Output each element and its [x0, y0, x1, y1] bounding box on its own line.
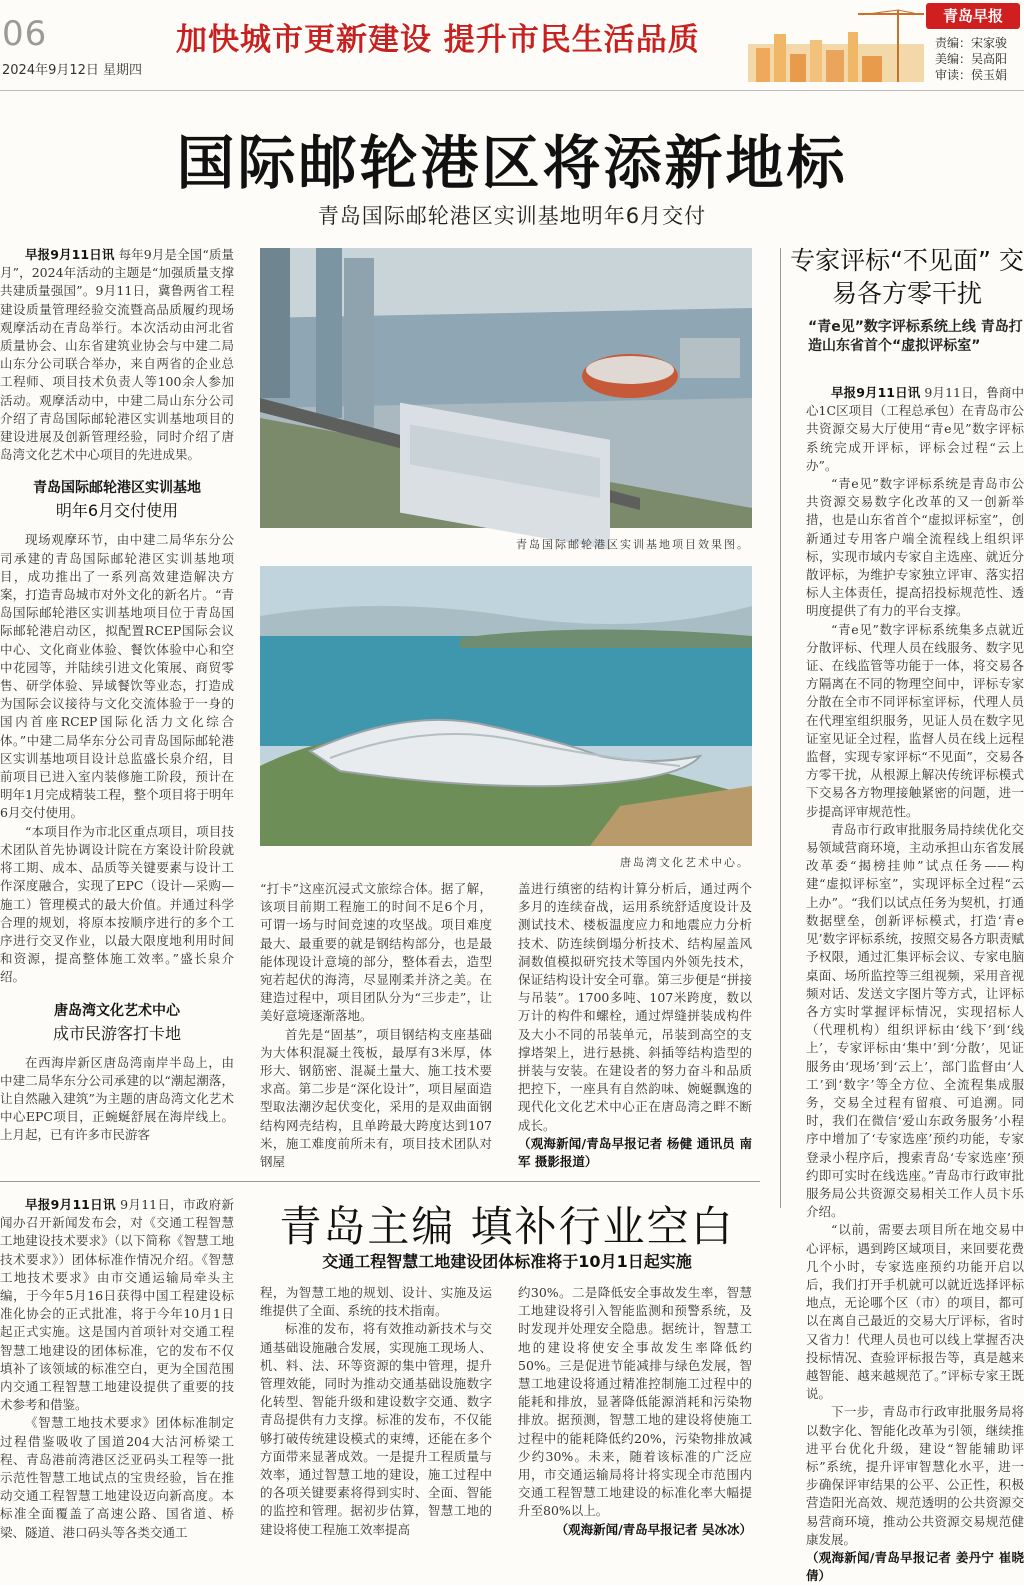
paragraph: “青e见”数字评标系统集多点就近分散评标、代理人员在线服务、数字见证、在线监管等功能于一体，将交易各方隔离在不同的物理空间中，评标专家分散在全市不同评标室评标，代理人员在代理室组织服务，见证人员在数字见证室见证全过程，监督人员在线上远程监督，实现专家评标“不见面”，交易各方零干扰，从根源上解决传统评标模式下交易各方物理接触紧密的问题，进一步提高评审规范性。	[806, 621, 1024, 819]
paragraph: “本项目作为市北区重点项目，项目技术团队首先协调设计院在方案设计阶段就将工期、成本、品质等关键要素与设计工作深度融合，实现了EPC（设计—采购—施工）管理模式的最大价值。并通过科学合理的规划，将原本按顺序进行的多个工序进行交叉作业，以最大限度地利用时间和资源，提高整体施工效率。”盛长泉介绍。	[0, 823, 234, 985]
paragraph: 《智慧工地技术要求》团体标准制定过程借鉴吸收了国道204大沽河桥梁工程、青岛港前湾港区泛亚码头工程等一批示范性智慧工地试点的宝贵经验，旨在推动交通工程智慧工地建设迈向新高度。本标准全面覆盖了高速公路、国省道、桥梁、隧道、港口码头等各类交通工	[0, 1415, 234, 1540]
paragraph: 盖进行缜密的结构计算分析后，通过两个多月的连续奋战，运用系统舒适度设计及测试技术、楼板温度应力和地震应力分析技术、防连续倒塌分析技术、结构屋盖风洞数值模拟研究技术等国内外领先技术，保证结构设计安全可靠。第三步便是“拼接与吊装”。1700多吨、107米跨度，数以万计的构件和螺栓，通过焊缝拼装成构件及大小不同的吊装单元，吊装到高空的支撑塔架上，进行悬挑、斜插等结构造型的拼装与安装。在建设者的努力奋斗和品质把控下，一座具有自然韵味、婉蜒飘逸的现代化文化艺术中心正在唐岛湾之畔不断成长。	[518, 881, 752, 1133]
dateline: 早报9月11日讯	[831, 385, 921, 400]
sidebar-subheadline: “青e见”数字评标系统上线 青岛打造山东省首个“虚拟评标室”	[808, 319, 1023, 354]
header-divider	[0, 90, 1024, 91]
column-divider	[780, 248, 781, 1208]
header-slogan: 加快城市更新建设 提升市民生活品质	[176, 22, 700, 58]
credit-editor: 责编：宋家骏	[935, 36, 1008, 50]
paragraph: 9月11日，市政府新闻办召开新闻发布会，对《交通工程智慧工地建设技术要求》（以下简称《智慧工地技术要求》）团体标准作情况介绍。《智慧工地技术要求》由市交通运输局牵头主编，于今年5月16日获得中国工程建设标准化协会的正式批准，将于今年10月1日起正式实施。这是国内首项针对交通工程智慧工地建设的团体标准，它的发布不仅填补了该领域的标准空白，更为全国范围内交通工程智慧工地建设提供了重要的技术参考和借鉴。	[0, 1197, 234, 1413]
photo-caption: 青岛国际邮轮港区实训基地项目效果图。	[516, 538, 750, 551]
bottom-article-subheadline: 交通工程智慧工地建设团体标准将于10月1日起实施	[322, 1252, 692, 1271]
paragraph: 首先是“固基”，项目钢结构支座基础为大体积混凝土筏板，最厚有3米厚，体形大、钢筋密、混凝土量大、施工技术要求高。第二步是“深化设计”，项目屋面造型取法潮汐起伏变化，采用的是双曲面钢结构网壳结构，且单跨最大跨度达到107米，施工难度前所未有，项目技术团队对钢屋	[260, 1026, 492, 1170]
photo-cruise-port-rendering	[260, 248, 752, 528]
page-number: 06	[2, 14, 48, 54]
subhead-line-1: 唐岛湾文化艺术中心	[54, 1002, 180, 1019]
newspaper-logo: 青岛早报	[926, 3, 1020, 29]
article-subheadline: 青岛国际邮轮港区实训基地明年6月交付	[317, 204, 707, 228]
paragraph: 约30%。二是降低安全事故发生率，智慧工地建设将引入智能监测和预警系统，及时发现并处理安全隐患。据统计，智慧工地的建设将使安全事故发生率降低约50%。三是促进节能减排与绿色发展，智慧工地建设将通过精准控制施工过程中的能耗和排放，显著降低能源消耗和污染物排放。据预测，智慧工地的建设将使施工过程中的能耗降低约20%，污染物排放减少约30%。未来，随着该标准的广泛应用，市交通运输局将计将实现全市范围内交通工程智慧工地建设的标准化率大幅提升至80%以上。	[518, 1285, 752, 1519]
paragraph: 现场观摩环节，由中建二局华东分公司承建的青岛国际邮轮港区实训基地项目，成功推出了一系列高效建造解决方案，打造青岛城市对外文化的新名片。“青岛国际邮轮港区实训基地项目位于青岛国际邮轮港启动区，拟配置RCEP国际会议中心、文化商业体验、餐饮体验中心和空中花园等，并陆续引进文化策展、商贸零售、研学体验、异域餐饮等业态，打造成为国际会议接待与文化交流体验于一身的国内首座RCEP国际化活力文化综合体。”中建二局华东分公司青岛国际邮轮港区实训基地项目设计总监盛长泉介绍，目前项目已进入室内装修施工阶段，预计在明年1月完成精装工程，整个项目将于明年6月交付使用。	[0, 532, 234, 821]
section-subhead	[0, 1001, 234, 1046]
paragraph: “青e见”数字评标系统是青岛市公共资源交易数字化改革的又一创新举措，也是山东省首个“虚拟评标室”，创新通过专用客户端全流程线上组织评标，实现市域内专家自主选座、就近分散评标，为维护专家独立评审、落实招标人主体责任，提高招投标规范性、透明度提供了有力的平台支撑。	[806, 476, 1024, 619]
dateline: 早报9月11日讯	[25, 247, 115, 262]
paragraph: 9月11日，鲁商中心1C区项目（工程总承包）在青岛市公共资源交易大厅使用“青e见”数字评标系统完成开评标，评标会过程“云上办”。	[806, 385, 1024, 473]
paragraph: 程，为智慧工地的规划、设计、实施及运维提供了全面、系统的技术指南。	[260, 1285, 492, 1319]
article3-column-1	[0, 1196, 234, 1540]
sidebar-headline: 专家评标“不见面” 交易各方零干扰	[790, 246, 1024, 308]
paragraph: “打卡”这座沉浸式文旅综合体。据了解，该项目前期工程施工的时间不足6个月，可谓一场与时间竞速的攻坚战。项目难度最大、最重要的就是钢结构部分，也是最能体现设计意境的部分，整体看去，造型宛若起伏的海湾，尽显刚柔并济之美。在建造过程中，项目团队分为“三步走”，让美好意境逐渐落地。	[260, 881, 492, 1024]
credit-reviewer: 审读：侯玉娟	[935, 68, 1008, 82]
dateline: 早报9月11日讯	[25, 1197, 116, 1212]
paragraph: 下一步，青岛市行政审批服务局将以数字化、智能化改革为引领，继续推进平台优化升级，建设“智能辅助评标”系统，提升评审智慧化水平，进一步确保评审结果的公平、公正性，积极营造阳光高效、规范透明的公共资源交易营商环境，推动公共资源交易规范健康发展。	[806, 1404, 1024, 1547]
paragraph: 青岛市行政审批服务局持续优化交易领域营商环境，主动承担山东省发展改革委“揭榜挂帅”试点任务——构建“虚拟评标室”，实现评标全过程“云上办”。“我们以试点任务为契机，打通数据壁垒，创新评标模式，打造‘青e见’数字评标系统，按照交易各方职责赋予权限，通过汇集评标会议、专家电脑桌面、场所监控等三组视频，采用音视频对话、发送文字图片等方式，让评标各方实时掌握评标情况，实现招标人（代理机构）组织评标由‘线下’到‘线上’，专家评标由‘集中’到‘分散’，见证服务由‘现场’到‘云上’，部门监督由‘人工’到‘数字’等全方位、全流程集成服务，交易全过程有留痕、可追溯。同时，我们在微信‘爱山东政务服务’小程序中增加了‘专家选座’预约功能，专家登录小程序后，搜索青岛‘专家选座’预约即可实时在线选座。”青岛市行政审批服务局公共资源交易相关工作人员卞乐介绍。	[806, 821, 1024, 1220]
article1-column-2	[260, 880, 492, 1170]
paragraph: 每年9月是全国“质量月”，2024年活动的主题是“加强质量支撑 共建质量强国”。9月11日，冀鲁两省工程建设质量管理经验交流暨高品质履约现场观摩活动在青岛举行。本次活动由河北省质量协会、山东省建筑业协会与中建二局山东分公司联合举办，来自两省的企业总工程师、项目技术负责人等100余人参加活动。观摩活动中，中建二局山东分公司介绍了青岛国际邮轮港区实训基地项目的建设进展及创新管理经验，同时介绍了唐岛湾文化艺术中心项目的先进成果。	[0, 247, 235, 463]
credit-designer: 美编：吴高阳	[935, 52, 1008, 66]
section-subhead	[0, 478, 234, 523]
section-divider	[0, 1181, 760, 1182]
bottom-article-headline: 青岛主编 填补行业空白	[279, 1202, 735, 1251]
paragraph: 在西海岸新区唐岛湾南岸半岛上，由中建二局华东分公司承建的以“潮起潮落，让自然融入建筑”为主题的唐岛湾文化艺术中心EPC项目，正蜿蜒舒展在海岸线上。上月起，已有许多市民游客	[0, 1054, 234, 1143]
subhead-line-2: 明年6月交付使用	[55, 501, 179, 521]
skyline-illustration	[748, 4, 924, 82]
article1-column-1	[0, 246, 234, 1188]
article-byline: （观海新闻/青岛早报记者 姜丹宁 崔晓倩）	[806, 1550, 1024, 1584]
photo-tangdao-bay-art-center	[260, 566, 752, 846]
editor-credits	[935, 35, 1007, 83]
issue-date: 2024年9月12日 星期四	[2, 63, 143, 78]
subhead-line-2: 成市民游客打卡地	[52, 1023, 181, 1043]
article-byline: （观海新闻/青岛早报记者 杨健 通讯员 南军 摄影报道）	[518, 1135, 752, 1170]
article3-column-2	[260, 1284, 492, 1537]
article-byline: （观海新闻/青岛早报记者 吴冰冰）	[555, 1521, 752, 1537]
article3-column-3	[518, 1284, 752, 1537]
paragraph: 标准的发布，将有效推动新技术与交通基础设施融合发展，实现施工现场人、机、料、法、环等资源的集中管理，提升管理效能，同时为推动交通基础设施数字化转型、智能升级和建设数字交通、数字青岛提供有力支撑。标准的发布，不仅能够打破传统建设模式的束缚，还能在多个方面带来显著成效。一是提升工程质量与效率，通过智慧工地的建设，施工过程中的各项关键要素将得到实时、全面、智能的监控和管理。据初步估算，智慧工地的建设将使工程施工效率提高	[260, 1321, 492, 1537]
paragraph: “以前，需要去项目所在地交易中心评标，遇到跨区域项目，来回要花费几个小时，专家选座预约功能开启以后，我们打开手机就可以就近选择评标地点，无论哪个区（市）的项目，都可以在离自己最近的交易大厅评标，省时又省力！代理人员也可以线上掌握否决投标情况、查验评标报告等，真是越来越智能、越来越规范了。”评标专家王既说。	[806, 1222, 1024, 1402]
article2-body	[806, 384, 1024, 1584]
article-headline: 国际邮轮港区将添新地标	[176, 129, 848, 197]
subhead-line-1: 青岛国际邮轮港区实训基地	[33, 480, 201, 497]
article1-column-3	[518, 880, 752, 1170]
photo-caption: 唐岛湾文化艺术中心。	[620, 856, 750, 869]
